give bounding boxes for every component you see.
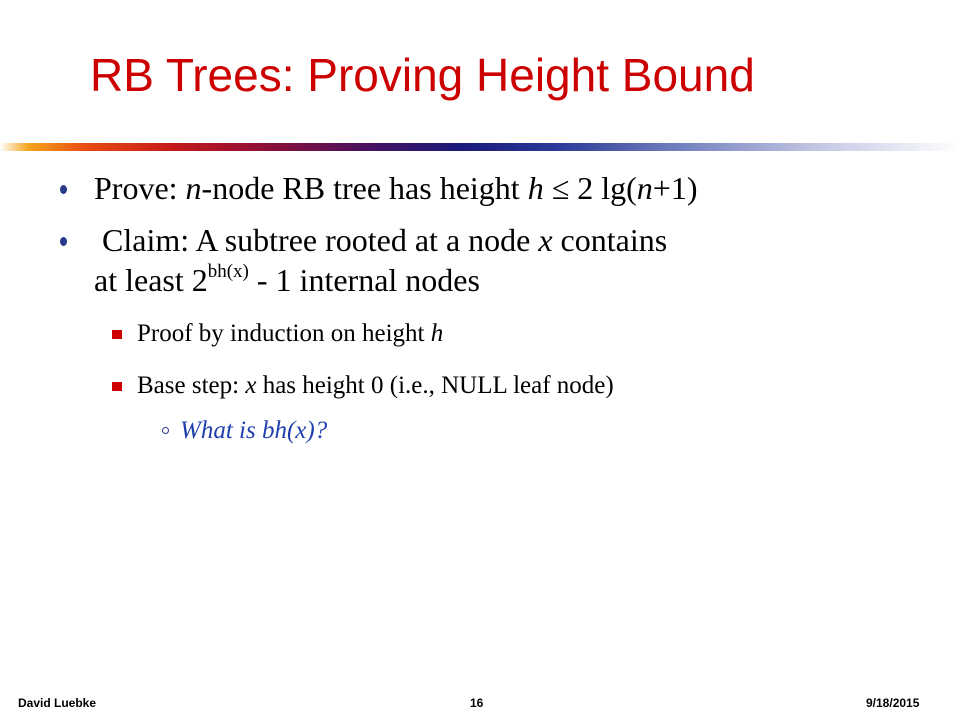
bullet-dot-icon [60,185,67,194]
slide-content [60,168,940,446]
bullet-claim-line2: at least $2^{bh(x)} - 1$ internal nodes [94,261,480,298]
sub-sub-bullet-question [60,416,940,446]
bullet-claim [60,220,940,306]
sub-bullet-base-step-text: Base step: x has height 0 (i.e., NULL leaf node) [137,372,614,399]
sub-bullet-base-step [60,370,940,402]
bullet-dot-icon [60,237,67,246]
footer-author: David Luebke [18,696,97,710]
bullet-prove-text: Prove: n-node RB tree has height h ≤ 2 lg(n+1) [94,170,698,206]
bullet-square-icon [112,330,122,339]
bullet-square-icon [112,382,122,391]
sub-bullet-induction [60,318,940,350]
slide-title: RB Trees: Proving Height Bound [90,49,755,101]
footer-date: 9/18/2015 [866,696,920,710]
title-divider [0,143,960,151]
bullet-ring-icon [162,427,169,434]
bullet-prove [60,168,940,208]
footer-page-number: 16 [470,696,484,710]
bullet-claim-line1: Claim: A subtree rooted at a node x contains [94,222,668,258]
superscript-bh: bh(x) [207,261,249,282]
sub-sub-bullet-question-text: What is bh(x)? [180,417,328,444]
sub-bullet-induction-text: Proof by induction on height h [137,320,444,347]
